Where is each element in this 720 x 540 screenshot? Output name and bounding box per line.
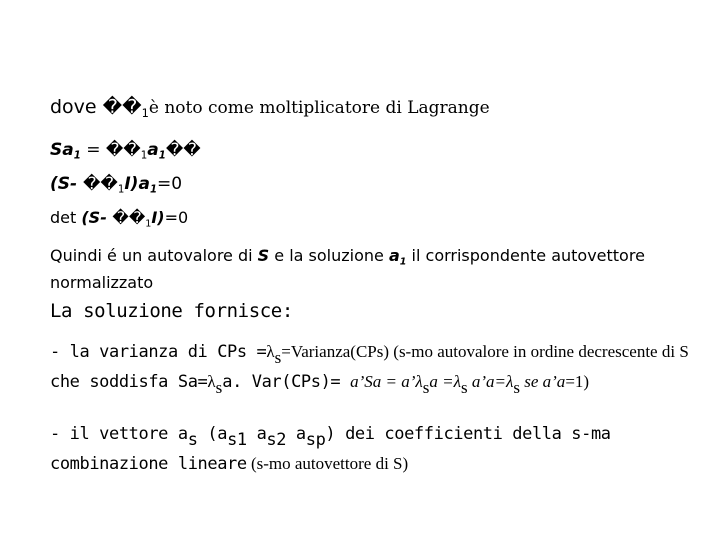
text: ) dei coefficienti della s-ma combinazione lineare	[50, 424, 611, 474]
subscript: s	[274, 347, 282, 367]
text: e la soluzione	[269, 246, 389, 265]
text: a. Var(CPs)=	[222, 371, 351, 392]
subscript: s2	[266, 429, 287, 450]
equals-zero: =0	[157, 174, 183, 194]
text-lagrange: è noto come moltiplicatore di Lagrange	[148, 98, 490, 118]
text: - il vettore	[50, 424, 178, 444]
formula: se a’a	[519, 371, 566, 391]
text: - la varianza di CPs =	[50, 342, 267, 362]
text: Quindi é un autovalore di	[50, 246, 258, 265]
text-sa: Sa	[50, 140, 74, 160]
subscript: sp	[305, 429, 326, 450]
identity: I)	[124, 174, 139, 194]
vector-a: a	[388, 246, 400, 265]
matrix-s: S	[257, 246, 270, 265]
subscript: s	[187, 429, 198, 450]
vector-bullet	[50, 422, 690, 476]
subscript: s	[460, 377, 468, 397]
variance-bullet	[50, 340, 690, 400]
lambda-symbol: λ	[266, 342, 275, 361]
text: (a	[197, 424, 228, 444]
text-dove: dove	[50, 96, 103, 118]
text: il corrispondente autovettore normalizzato	[50, 246, 645, 293]
subscript: 1	[145, 218, 152, 230]
equals: =	[80, 140, 106, 160]
subscript: 1	[73, 150, 81, 162]
subscript: 1	[140, 150, 148, 162]
formula: a’a=λ	[467, 371, 514, 391]
vector-a: a	[177, 424, 188, 444]
formula: a =λ	[429, 371, 461, 391]
text: =Varianza(CPs) (s-mo autovalore in ordine decrescente di S	[281, 342, 689, 361]
subscript: 1	[141, 105, 149, 120]
text-s-minus: (S-	[81, 208, 113, 227]
eigen-explanation	[50, 245, 670, 293]
glyph: ��	[165, 140, 201, 160]
lambda-glyph: ��	[112, 208, 146, 227]
text-s-minus: (S-	[50, 174, 83, 194]
formula: a’Sa = a’λ	[350, 371, 423, 391]
lambda-glyph: ��	[105, 140, 141, 160]
text: a	[286, 424, 306, 444]
equation-determinant	[50, 208, 188, 229]
equals-zero: =0	[164, 208, 189, 227]
subscript: 1	[117, 184, 125, 196]
text-det: det	[50, 208, 82, 227]
text: che soddisfa Sa=	[50, 371, 208, 392]
subscript: 1	[149, 184, 158, 196]
subscript: s	[422, 377, 430, 397]
equation-sa1	[50, 140, 201, 162]
text: (s-mo autovettore di S)	[246, 453, 409, 473]
lambda-glyph: ��	[83, 174, 118, 194]
section-heading: La soluzione fornisce:	[50, 300, 293, 322]
equation-characteristic	[50, 174, 182, 196]
identity: I)	[151, 208, 165, 227]
subscript: s1	[227, 429, 247, 450]
vector-a: a	[138, 174, 150, 194]
lambda-glyph: ��	[102, 96, 142, 118]
subscript: s	[513, 377, 520, 397]
subscript: 1	[399, 256, 407, 268]
lagrange-multiplier-line	[50, 96, 490, 120]
lambda-symbol: λ	[207, 371, 216, 391]
vector-a: a	[147, 140, 159, 160]
subscript: 1	[158, 150, 166, 162]
text: a	[246, 424, 267, 444]
subscript: s	[215, 377, 223, 397]
formula: =1)	[565, 371, 590, 391]
